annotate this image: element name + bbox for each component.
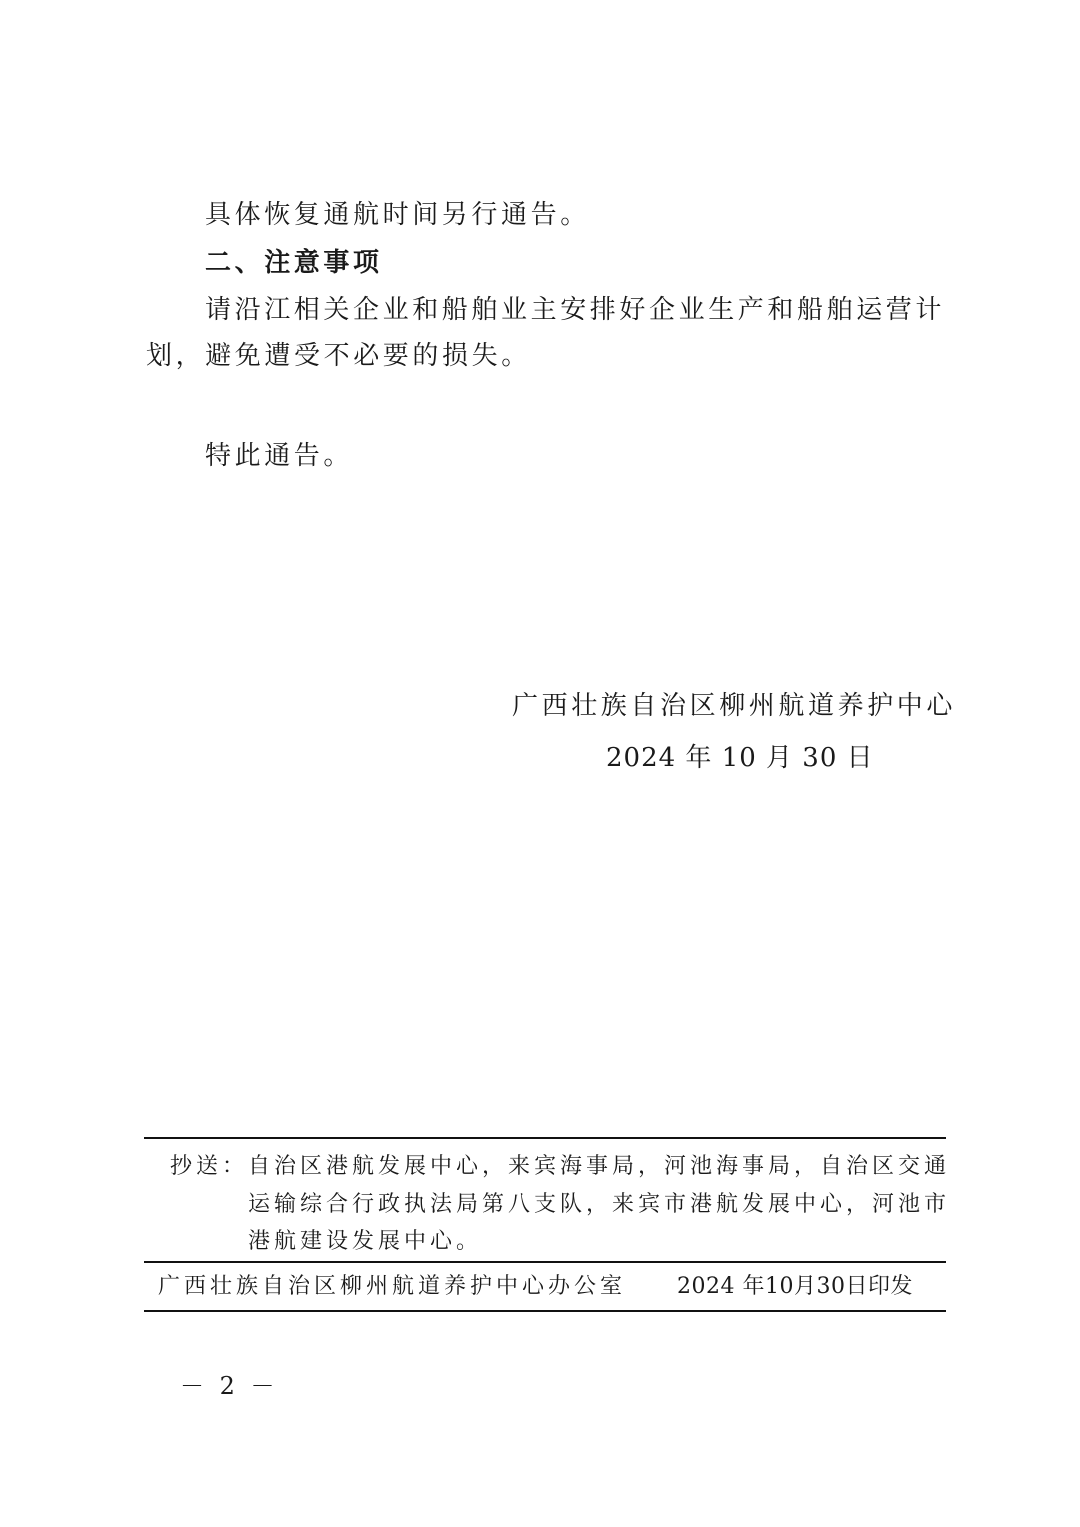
cc-line: 港航建设发展中心。	[248, 1229, 483, 1254]
body-line: 划，避免遭受不必要的损失。	[146, 341, 531, 371]
cc-line: 运输综合行政执法局第八支队，来宾市港航发展中心，河池市	[248, 1192, 951, 1217]
cc-line: 自治区港航发展中心，来宾海事局，河池海事局，自治区交通	[248, 1154, 951, 1179]
issuer-name: 广西壮族自治区柳州航道养护中心	[512, 691, 957, 721]
page-number: － 2 －	[180, 1372, 279, 1400]
print-date: 2024 年10月30日印发	[677, 1274, 913, 1299]
body-line: 具体恢复通航时间另行通告。	[205, 200, 590, 230]
issue-date: 2024 年 10 月 30 日	[606, 743, 874, 773]
footer-middle-rule	[144, 1261, 946, 1263]
footer-top-rule	[144, 1137, 946, 1139]
section-heading: 二、注意事项	[205, 248, 383, 278]
body-line: 请沿江相关企业和船舶业主安排好企业生产和船舶运营计	[205, 295, 946, 325]
cc-label: 抄送：	[170, 1154, 249, 1179]
closing-line: 特此通告。	[205, 441, 354, 471]
issuing-office: 广西壮族自治区柳州航道养护中心办公室	[158, 1274, 627, 1299]
footer-bottom-rule	[144, 1310, 946, 1312]
